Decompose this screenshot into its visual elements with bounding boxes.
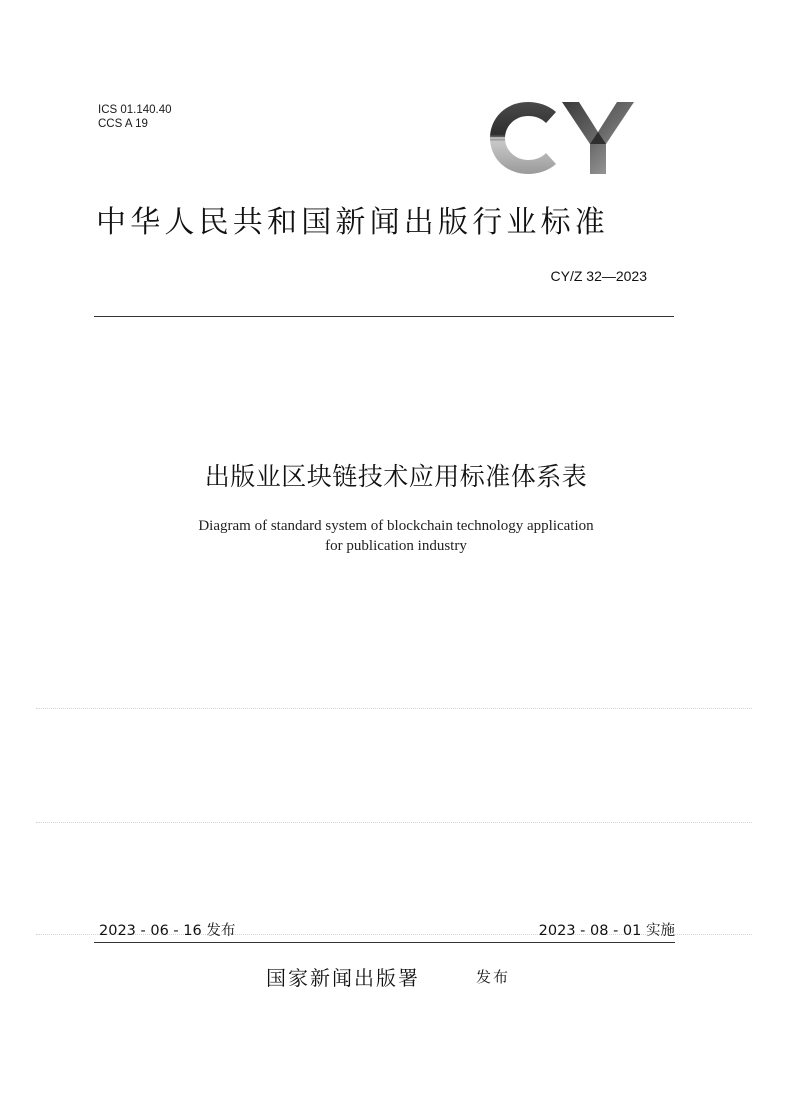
classification-codes: [98, 103, 172, 131]
dotted-guide-line: [36, 708, 752, 709]
publisher-name: 国家新闻出版署: [266, 966, 420, 990]
bottom-divider: [94, 942, 675, 943]
standard-number: CY/Z 32—2023: [550, 268, 647, 284]
logo-letter-y: [562, 102, 634, 174]
standard-category-title: 中华人民共和国新闻出版行业标准: [96, 205, 609, 240]
issue-date: 2023 - 06 - 16 发布: [99, 923, 236, 939]
english-title-line-1: Diagram of standard system of blockchain technology application: [198, 518, 594, 534]
logo-letter-c: [490, 102, 556, 174]
dotted-guide-line: [36, 822, 752, 823]
publisher-suffix: 发布: [476, 968, 511, 986]
top-divider: [94, 316, 674, 317]
document-title-english: [0, 516, 792, 556]
ics-code: ICS 01.140.40: [98, 104, 172, 116]
document-title-chinese: 出版业区块链技术应用标准体系表: [204, 462, 588, 491]
implementation-date: 2023 - 08 - 01 实施: [538, 923, 675, 939]
ccs-code: CCS A 19: [98, 118, 148, 130]
english-title-line-2: for publication industry: [325, 538, 467, 554]
cy-logo: [486, 98, 638, 178]
